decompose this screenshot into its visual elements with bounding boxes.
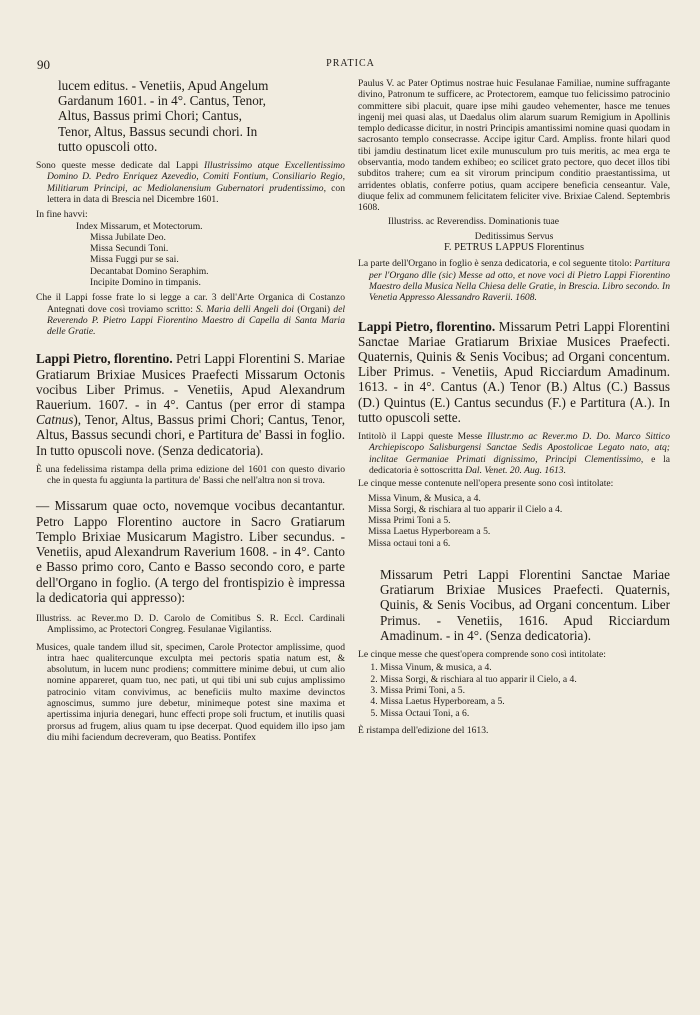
- note-dedica-cardinal: Illustriss. ac Rever.mo D. D. Carolo de Comitibus S. R. Eccl. Cardinali Amplissimo, ac Protectori Congreg. Fesulanae Vigilantiss.: [36, 612, 345, 636]
- note-dedication: [36, 160, 345, 205]
- entry-line: tutto opuscoli otto.: [58, 138, 158, 154]
- right-column: [358, 78, 670, 736]
- salutation: Illustriss. ac Reverendiss. Dominationis tuae: [388, 215, 560, 227]
- entry-continuation: [36, 78, 345, 154]
- page-header: [37, 57, 664, 73]
- list-item: 2. Missa Sorgi, & rischiara al tuo apparir il Cielo, a 4.: [380, 674, 670, 685]
- entry-1608: [36, 498, 345, 604]
- page-number: 90: [37, 57, 50, 72]
- entry-text: ), Tenor, Altus, Bassus primi Chori; Cantus, Tenor, Altus, Bassus secundi chori, e Partitura de' Bassi in foglio. In tutto opuscoli nove. (Senza dedicatoria).: [36, 412, 345, 458]
- dedication-latin: Musices, quale tandem illud sit, specimen, Carole Protector amplissime, quod intra haec qualitercunque exculpta mei pectoris spatia natum est, & absolutum, in lucem nunc prodiens; committere minime debui, ut cum alio nomine appareret, quam tuo, nec pati, ut qui tibi uni sub cujus amplissimo patrocinio vitam convivimus, ac beneficiis multo maxime devinctos agnoscimus, summo jure debetur, minimeque potest sine maxima et apertissima injuria denegari, hunc effecti prope soli fructum, et inutilis quasi prorsus ad frugem, alius quam tu ipse decerpat. Quod equidem illo ipso jam diu mihi faciendum decreveram, quo Beatiss. Pontifex: [36, 641, 345, 743]
- note-ristampa-1613: È ristampa dell'edizione del 1613.: [358, 724, 489, 736]
- list-item: 3. Missa Primi Toni, a 5.: [380, 685, 670, 696]
- entry-text: Petri Lappi Florentini S. Mariae Gratiarum Brixiae Musices Praefecti Missarum Octonis vocibus Liber Primus. - Venetiis, Apud Alexandrum Rauerium. 1607. - in 4°. Cantus (per error di stampa: [36, 351, 345, 413]
- note-italic: S. Maria delli Angeli doi: [196, 303, 295, 315]
- note-text: Intitolò il Lappi queste Messe: [358, 431, 487, 443]
- entry-heading: Lappi Pietro, florentino.: [358, 318, 496, 334]
- entry-line: Gardanum 1601. - in 4°. Cantus, Tenor,: [58, 93, 266, 109]
- list-item: Missa Jubilate Deo.: [90, 231, 166, 243]
- note-dedica-1613: [358, 431, 670, 476]
- list-item: Decantabat Domino Seraphim.: [90, 265, 209, 277]
- list-item: 4. Missa Laetus Hyperboream, a 5.: [380, 696, 670, 707]
- mass-list: [36, 232, 345, 288]
- signature-line1: Deditissimus Servus: [474, 230, 554, 242]
- note-organo: [358, 258, 670, 303]
- entry-1613: [358, 319, 670, 425]
- note-italic: Dal. Venet. 20. Aug. 1613.: [465, 464, 566, 476]
- note-infine: In fine havvi:: [36, 209, 88, 221]
- running-title: PRATICA: [326, 58, 375, 69]
- entry-text: Missarum quae octo, novemque vocibus decantantur. Petro Lappo Florentino auctore in Sacro Gratiarum Templo Brixiae Musicarum Magistro. Liber secundus. - Venetiis, apud Alexandrum Raverium 1608. - in 4°. Canto e Basso primo coro, Canto e Basso secondo coro, e parte dell'Organo in foglio. (A tergo del frontispizio è impressa la dedicatoria qui appresso):: [36, 498, 345, 605]
- note-text: , con lettera in data di Brescia nel Dicembre 1601.: [47, 182, 345, 205]
- note-text: La parte dell'Organo in foglio è senza dedicatoria, e col seguente titolo:: [358, 258, 635, 270]
- entry-text: Missarum Petri Lappi Florentini Sanctae Mariae Gratiarum Brixiae Musices Praefecti. Quaternis, Quinis & Senis Vocibus; ad Organi concentum. Liber Primus. - Venetiis, Apud Ricciardum Amadinum. 1613. - in 4°. Cantus (A.) Tenor (B.) Altus (C.) Bassus (D.) Quintus (E.) Cantus secundus (F.) e Partitura (A.). In tutto opuscoli sette.: [358, 318, 670, 425]
- note-italic: Partitura per l'Organo dlle (sic) Messe ad otto, et nove voci di Pietro Lappi Fiorentino Maestro della Musica Nella Chiesa delle Gratie, in Brescia. Libro secondo. In Venetia Appresso Alessandro Raverii. 1608.: [369, 258, 670, 304]
- left-column: [36, 78, 345, 743]
- list-item: Missa Fuggi pur se sai.: [90, 254, 179, 266]
- note-ristampa: È una fedelissima ristampa della prima edizione del 1601 con questo divario che in questa fu aggiunta la partitura de' Bassi che nell'altra non si trova.: [36, 463, 345, 487]
- entry-1607: [36, 351, 345, 457]
- dedication-latin-cont: Paulus V. ac Pater Optimus nostrae huic Fesulanae Familiae, numine suffragante divino, Patronum te sufficere, ac Protectorem, eamque tuo felicissimo patrocinio committere sibi placuit, quare ipse mihi gaudeo vehementer, hasce me tenues ingenij mei quasi alas, ut Daedalus olim alarum suarum Remigium in Apollinis templo dedicasse dicitur, in nostri Principis amantissimi nomine quasi quodam in sacrosanto templo consecrasse. Accipe igitur Card. Ampliss. fronte hilari quod tibi jamdiu destinatum licet exile munusculum pro tuis meritis, ac mea erga te observantia, modo tandem exhibeo; eo scilicet grato pectore, quo decet illos tibi subditos trahere; cum ea sit virorum principum conditio praestantissima, ut arridentes oblatis, conferre potius, quam accipere beneficia censeantur. Vale, diuque felix ad communem felicitatem feliciter vive. Brixiae Calend. Septembris 1608.: [358, 78, 670, 214]
- list-item: Missa Primi Toni a 5.: [368, 515, 451, 527]
- note-italic: del Reverendo P. Pietro Lappi Fiorentino Maestro di Capella di Santa Maria delle Gratie.: [47, 303, 345, 338]
- list-item: Missa Laetus Hyperboream a 5.: [368, 526, 491, 538]
- list-item: Missa Sorgi, & rischiara al tuo apparir il Cielo a 4.: [368, 503, 563, 515]
- note-italic: Illustrissimo atque Excellentissimo Domino D. Pedro Enriquez Azevedio, Comiti Fontium, Consiliario Regio, Militiarum Principi, ac Mediolanensium Gubernatori prudentissimo: [47, 160, 345, 194]
- entry-italic: Catnus: [36, 412, 74, 428]
- entry-dash: —: [36, 498, 50, 514]
- list-item: Incipite Domino in timpanis.: [90, 276, 201, 288]
- note-text: Sono queste messe dedicate dal Lappi: [36, 160, 205, 172]
- mass-list-1613: [358, 493, 670, 549]
- list-item: Missa octaui toni a 6.: [368, 537, 451, 549]
- list-item: 5. Missa Octaui Toni, a 6.: [380, 708, 670, 719]
- note-text: Che il Lappi fosse frate lo si legge a car. 3 dell'Arte Organica di Costanzo Antegnati dove così troviamo scritto:: [36, 292, 345, 315]
- entry-line: lucem editus. - Venetiis, Apud Angelum: [58, 78, 269, 93]
- list-item: Missa Secundi Toni.: [90, 243, 169, 255]
- note-antegnati: [36, 292, 345, 337]
- note-text: , e la dedicatoria è sottoscritta: [369, 453, 670, 476]
- entry-line: Altus, Bassus primi Chori; Cantus,: [58, 108, 242, 124]
- list-item: 1. Missa Vinum, & musica, a 4.: [380, 662, 670, 673]
- list-item: Missa Vinum, & Musica, a 4.: [368, 492, 481, 504]
- entry-1616: Missarum Petri Lappi Florentini Sanctae Mariae Gratiarum Brixiae Musices Praefecti. Quaternis, Quinis, & Senis Vocibus, ad Organi concentum. Liber Primus. - Venetiis, 1616. Apud Ricciardum Amadinum. - in 4°. (Senza dedicatoria).: [380, 567, 670, 643]
- mass-list-1616: [358, 662, 670, 718]
- entry-line: Tenor, Altus, Bassus secundi chori. In: [58, 123, 258, 139]
- signature-line2: F. PETRUS LAPPUS Florentinus: [443, 242, 585, 254]
- note-text: (Organi): [294, 303, 334, 315]
- note-italic: Illustr.mo ac Rever.mo D. Do. Marco Sittico Archiepiscopo Salisburgensi Sanctae Sedis Apostolicae Legato nato, atq; inclitae Germaniae Primati dignissimo, Principi Clementissimo: [369, 431, 670, 465]
- index-title: Index Missarum, et Motectorum.: [76, 220, 203, 232]
- entry-heading: Lappi Pietro, florentino.: [36, 351, 173, 367]
- note-cinque-messe: Le cinque messe contenute nell'opera presente sono così intitolate:: [358, 478, 614, 490]
- note-cinque-messe-1616: Le cinque messe che quest'opera comprende sono così intitolate:: [358, 649, 606, 661]
